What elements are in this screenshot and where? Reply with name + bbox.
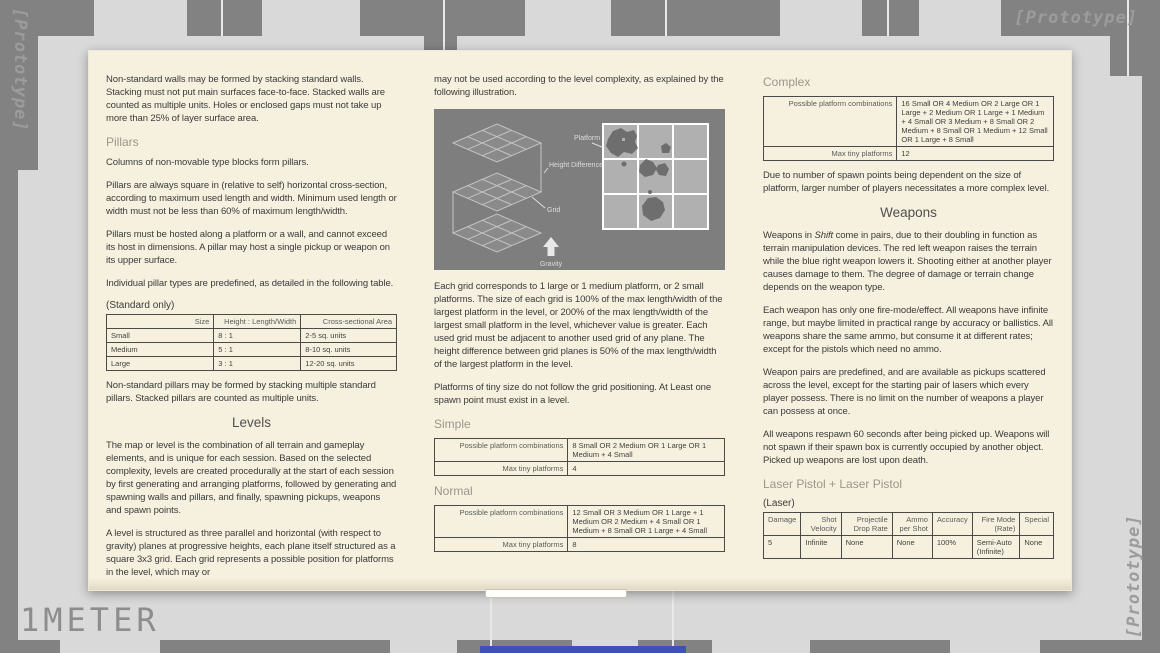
- cell: Infinite: [801, 536, 841, 559]
- heading-complex: Complex: [763, 75, 811, 89]
- game-logo-1meter: 1METER: [20, 601, 160, 639]
- pillar-table: [106, 314, 397, 371]
- heading-normal: Normal: [434, 484, 473, 498]
- normal-complexity-table: [434, 505, 725, 552]
- cell: 12-20 sq. units: [301, 357, 397, 371]
- cell: None: [1020, 536, 1054, 559]
- paragraph-weapons-4: All weapons respawn 60 seconds after being picked up. Weapons will not spawn if their spawn box is currently occupied by another object. Picked up weapons are lost upon death.: [763, 429, 1050, 466]
- weapon-type-note: (Laser): [763, 498, 795, 509]
- wall-seam: [665, 0, 667, 36]
- cell: Possible platform combinations: [764, 97, 897, 147]
- paragraph-weapons-3: Weapon pairs are predefined, and are available as pickups scattered across the level, except for the starting pair of lasers which every player possess. There is no limit on the number of weapons a player can possess at once.: [763, 367, 1046, 417]
- cell: 8: [568, 538, 725, 552]
- iso-grid-planes: [453, 124, 541, 252]
- paragraph-weapons-1: [763, 229, 1054, 294]
- paragraph-levels-1: The map or level is the combination of all terrain and gameplay elements, and is unique for each session. Based on the selected complexity, levels are created procedurally at the start of each session by first generating and arranging platforms, followed by generating and spawning walls and pillars, and finally, spawning pickups, weapons and spawn points.: [106, 440, 397, 516]
- cell: 12: [897, 147, 1054, 161]
- wall-seam: [221, 0, 223, 36]
- paragraph-pillars-2: Pillars are always square in (relative to self) horizontal cross-section, according to maximum used length and width. Minimum used length or width must not be less than 60% of maximum length/width.: [106, 180, 397, 217]
- paragraph-spawn-points: Due to number of spawn points being dependent on the size of platform, larger number of players necessitates a more complex level.: [763, 170, 1050, 194]
- horizontal-scrollbar-handle[interactable]: [485, 589, 627, 598]
- prototype-watermark-bottom-right: [Prototype]: [1124, 514, 1144, 638]
- cell: 4: [568, 462, 725, 476]
- label-platform: Platform: [574, 135, 601, 142]
- text-run: Weapons in: [763, 230, 815, 241]
- wall-tab: [712, 640, 810, 653]
- paragraph-tiny-platforms: Platforms of tiny size do not follow the grid positioning. At Least one spawn point must exist in a level.: [434, 382, 712, 406]
- wall-seam: [887, 0, 889, 36]
- laser-pistol-stats-table: [763, 512, 1054, 559]
- cell: None: [841, 536, 892, 559]
- table-row: [764, 147, 1054, 161]
- wall-tab: [94, 0, 187, 36]
- table-header-row: [107, 315, 397, 329]
- cell: 12 Small OR 3 Medium OR 1 Large + 1 Medium OR 2 Medium + 4 Small OR 1 Medium + 8 Small OR 1 Large + 4 Small: [568, 506, 725, 538]
- paragraph-weapons-2: Each weapon has only one fire-mode/effect. All weapons have infinite range, but maybe limited in practical range by accuracy or ballistics. All weapons share the same ammo, but consume it at different rates; except for the pistols which need no ammo.: [763, 305, 1053, 355]
- cell: Medium: [107, 343, 214, 357]
- prototype-watermark-left: [Prototype]: [10, 8, 30, 132]
- paragraph-pillars-3: Pillars must be hosted along a platform or a wall, and cannot exceed its host in dimensions. A pillar may host a single pickup or weapon on its upper surface.: [106, 229, 390, 266]
- cell: Semi-Auto (Infinite): [972, 536, 1020, 559]
- cell: Special: [1020, 513, 1054, 536]
- wall-tab: [262, 0, 360, 36]
- cell: Large: [107, 357, 214, 371]
- wall-tab: [950, 640, 1040, 653]
- paragraph-pillars-1: Columns of non-movable type blocks form pillars.: [106, 157, 309, 168]
- paragraph-pillars-5: Non-standard pillars may be formed by stacking multiple standard pillars. Stacked pillars are counted as multiple units.: [106, 380, 376, 404]
- table-row: [435, 506, 725, 538]
- cell: Ammo per Shot: [892, 513, 932, 536]
- cell: 8 Small OR 2 Medium OR 1 Large OR 1 Medium + 4 Small: [568, 439, 725, 462]
- cell: Max tiny platforms: [764, 147, 897, 161]
- heading-levels: Levels: [231, 415, 272, 430]
- cell: Small: [107, 329, 214, 343]
- cell: Damage: [764, 513, 801, 536]
- cell: Size: [107, 315, 214, 329]
- level-structure-illustration: [434, 109, 725, 270]
- table-row: [107, 329, 397, 343]
- table-row: [435, 462, 725, 476]
- heading-weapons: Weapons: [880, 205, 937, 220]
- bottom-accent-bar: [480, 646, 686, 653]
- cell: 8 : 1: [214, 329, 301, 343]
- cell: 16 Small OR 4 Medium OR 2 Large OR 1 Large + 2 Medium OR 1 Large + 1 Medium + 4 Small OR 3 Medium + 8 Small OR 2 Medium + 8 Small OR 1 Medium + 12 Small OR 1 Large + 8 Small: [897, 97, 1054, 147]
- cell: Accuracy: [932, 513, 972, 536]
- doc-column-1: [106, 73, 397, 589]
- wall-tab: [780, 0, 862, 36]
- cell: Fire Mode (Rate): [972, 513, 1020, 536]
- table-row: [435, 439, 725, 462]
- table-row: [764, 97, 1054, 147]
- table-row: [107, 343, 397, 357]
- wall-seam: [490, 591, 492, 653]
- wall-notch: [1110, 36, 1142, 76]
- complex-complexity-table: [763, 96, 1054, 161]
- label-gravity: Gravity: [539, 261, 563, 268]
- top-grid-plan: [603, 124, 708, 229]
- wall-tab: [919, 0, 1001, 36]
- wall-tab: [525, 0, 611, 36]
- table-row: [764, 536, 1054, 559]
- cell: Cross-sectional Area: [301, 315, 397, 329]
- heading-simple: Simple: [434, 417, 471, 431]
- paragraph-levels-2: A level is structured as three parallel and horizontal (with respect to gravity) planes at progressive heights, each plane itself structured as a square 3x3 grid. Each grid represents a possible position for platforms in the level, which may or: [106, 528, 396, 578]
- table-header-row: [764, 513, 1054, 536]
- cell: 2-5 sq. units: [301, 329, 397, 343]
- prototype-watermark-top-right: [Prototype]: [1014, 8, 1138, 28]
- paragraph-walls-stacking: Non-standard walls may be formed by stacking standard walls. Stacking must not put main surfaces face-to-face. Stacked walls are counted as multiple units. Holes or enclosed gaps must not take up more than 25% of layer surface area.: [106, 74, 385, 124]
- table-row: [107, 357, 397, 371]
- game-title-shift: Shift: [814, 230, 834, 241]
- cell: 8-10 sq. units: [301, 343, 397, 357]
- doc-column-3: [763, 73, 1054, 567]
- cell: 5: [764, 536, 801, 559]
- wall-tab: [60, 640, 160, 653]
- paragraph-grid-rules: Each grid corresponds to 1 large or 1 medium platform, or 2 small platforms. The size of each grid is 100% of the max length/width of the largest platform in the level, or 200% of the max length/width of the largest small platform in the level, whichever value is greater. Each used grid must be adjacent to another used grid of any plane. The height difference between grid planes is 50% of the max length/width of the largest platform in the level.: [434, 281, 723, 370]
- label-height-difference: Height Difference: [549, 162, 603, 169]
- doc-column-2: [434, 73, 725, 560]
- wall-tab: [390, 640, 457, 653]
- cell: Height : Length/Width: [214, 315, 301, 329]
- cell: Projectile Drop Rate: [841, 513, 892, 536]
- pillar-table-caption: (Standard only): [106, 300, 175, 311]
- table-row: [435, 538, 725, 552]
- label-grid: Grid: [547, 207, 561, 214]
- text-run: come in pairs, due to their doubling in function as terrain manipulation devices. The red left weapon raises the terrain while the blue right weapon lowers it. Shooting either at another player causes damage to them. The degree of damage or terrain change depends on the weapon type.: [763, 230, 1052, 293]
- cell: 100%: [932, 536, 972, 559]
- design-doc-page: [88, 50, 1072, 591]
- heading-laser-pistol-pair: Laser Pistol + Laser Pistol: [763, 477, 903, 491]
- cell: Shot Velocity: [801, 513, 841, 536]
- cell: Possible platform combinations: [435, 506, 568, 538]
- paragraph-pillars-4: Individual pillar types are predefined, as detailed in the following table.: [106, 278, 394, 289]
- cell: 5 : 1: [214, 343, 301, 357]
- cell: Max tiny platforms: [435, 462, 568, 476]
- paragraph-levels-3: may not be used according to the level complexity, as explained by the following illustration.: [434, 74, 724, 98]
- cell: Possible platform combinations: [435, 439, 568, 462]
- heading-pillars: Pillars: [106, 135, 139, 149]
- cell: 3 : 1: [214, 357, 301, 371]
- simple-complexity-table: [434, 438, 725, 476]
- cell: None: [892, 536, 932, 559]
- wall-seam: [672, 591, 674, 653]
- cell: Max tiny platforms: [435, 538, 568, 552]
